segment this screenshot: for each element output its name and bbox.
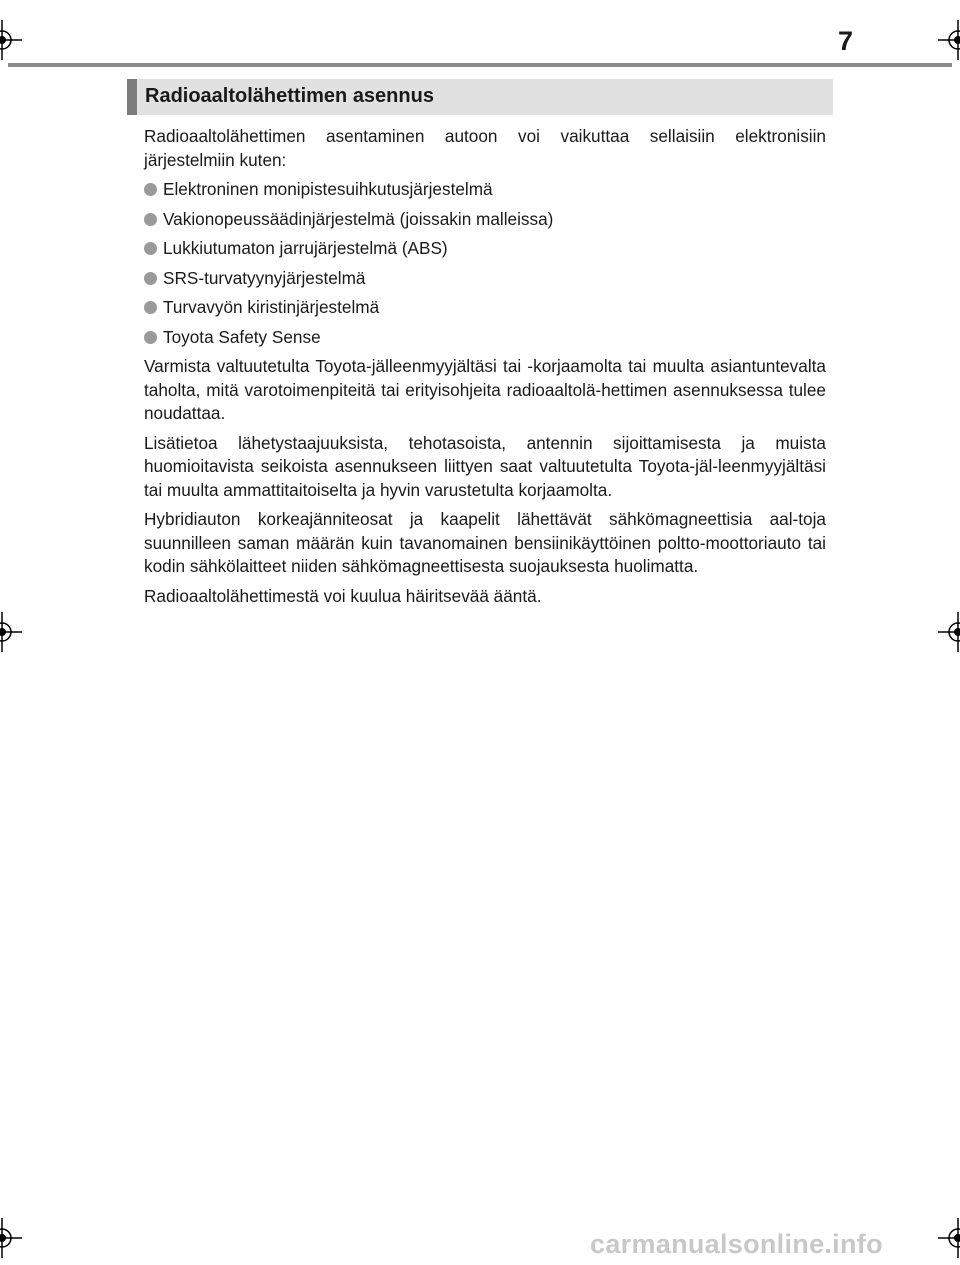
list-item-text: Toyota Safety Sense: [163, 326, 321, 347]
body-content: [144, 125, 826, 614]
list-item-text: Elektroninen monipistesuihkutusjärjestelmä: [163, 179, 493, 199]
list-item: [144, 208, 826, 232]
bullet-icon: [144, 213, 157, 226]
crop-mark-icon: [938, 612, 960, 652]
crop-mark-icon: [0, 20, 22, 60]
list-item-text: Turvavyön kiristinjärjestelmä: [163, 297, 380, 317]
bullet-icon: [144, 331, 157, 344]
page-number: 7: [838, 26, 854, 56]
paragraph-hybrid: Hybridiauton korkeajänniteosat ja kaapelit lähettävät sähkömagneettisia aal-toja suunnilleen saman määrän kuin tavanomainen bensiinikäyttöinen poltto-moottoriauto tai kodin sähkölaitteet niiden sähkömagneettisesta suojauksesta huolimatta.: [144, 509, 826, 576]
paragraph-dealer-advice: Varmista valtuutetulta Toyota-jälleenmyyjältäsi tai -korjaamolta tai muulta asiantuntevalta taholta, mitä varotoimenpiteitä tai erityisohjeita radioaaltolä-hettimen asennuksessa tulee noudattaa.: [144, 356, 826, 423]
section-header: [127, 79, 833, 115]
list-item: [144, 326, 826, 350]
crop-mark-icon: [938, 1218, 960, 1258]
list-item-text: Lukkiutumaton jarrujärjestelmä (ABS): [163, 238, 448, 258]
bullet-icon: [144, 242, 157, 255]
list-item: [144, 237, 826, 261]
intro-paragraph: Radioaaltolähettimen asentaminen autoon voi vaikuttaa sellaisiin elektronisiin järjestelmiin kuten:: [144, 126, 826, 170]
list-item: [144, 296, 826, 320]
section-title: Radioaaltolähettimen asennus: [145, 85, 434, 107]
crop-mark-icon: [938, 20, 960, 60]
bullet-icon: [144, 301, 157, 314]
paragraph-noise: Radioaaltolähettimestä voi kuulua häiritsevää ääntä.: [144, 585, 542, 606]
bullet-list: [144, 178, 826, 349]
crop-mark-icon: [0, 1218, 22, 1258]
paragraph-more-info: Lisätietoa lähetystaajuuksista, tehotasoista, antennin sijoittamisesta ja muista huomioitavista seikoista asennukseen liittyen saat valtuutetulta Toyota-jäl-leenmyyjältäsi tai muulta ammattitaitoiselta ja hyvin varustetulta korjaamolta.: [144, 432, 826, 500]
bullet-icon: [144, 183, 157, 196]
watermark: carmanualsonline.info: [590, 1229, 883, 1259]
crop-mark-icon: [0, 612, 22, 652]
list-item-text: SRS-turvatyynyjärjestelmä: [163, 267, 366, 288]
bullet-icon: [144, 272, 157, 285]
list-item-text: Vakionopeussäädinjärjestelmä (joissakin malleissa): [163, 208, 554, 229]
list-item: [144, 178, 826, 202]
header-rule: [8, 63, 952, 67]
list-item: [144, 267, 826, 291]
